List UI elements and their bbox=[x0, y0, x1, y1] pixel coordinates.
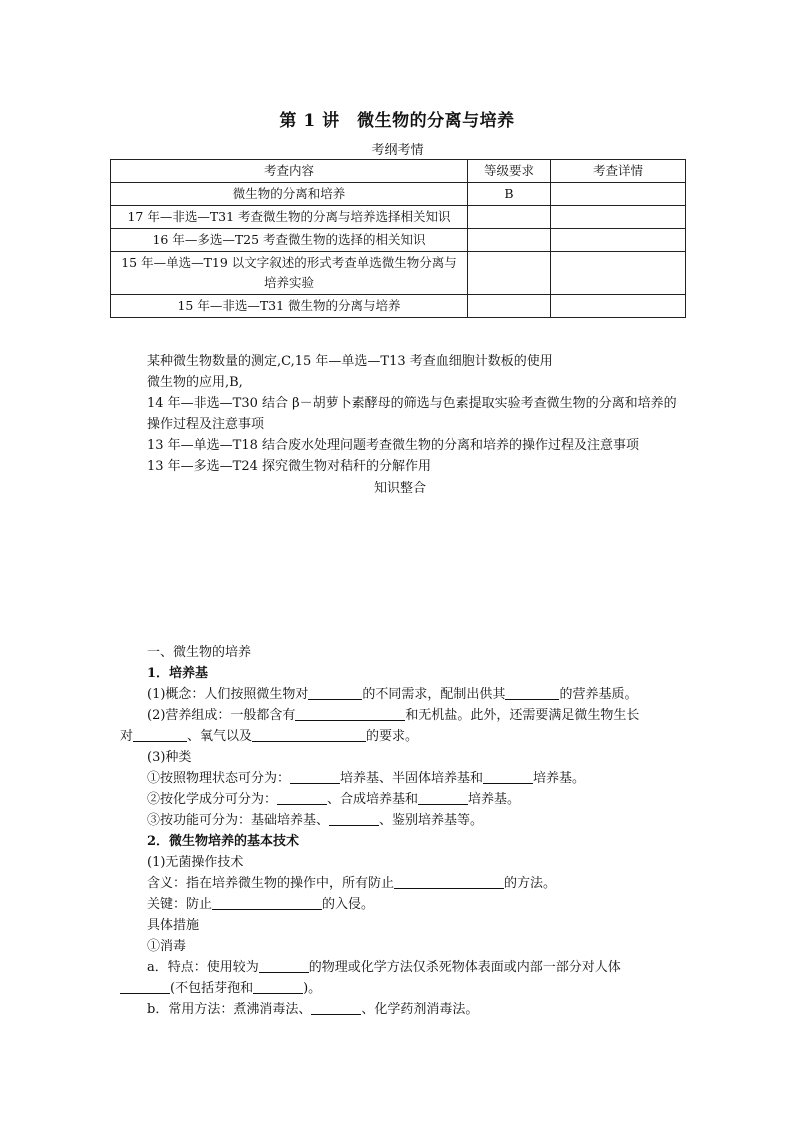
row-content: 15 年—非选—T31 微生物的分离与培养 bbox=[111, 295, 468, 318]
extra-line: 13 年—单选—T18 结合废水处理问题考查微生物的分离和培养的操作过程及注意事项 bbox=[147, 438, 640, 453]
text: 的要求。 bbox=[366, 729, 419, 744]
text: 的不同需求，配制出供其 bbox=[362, 687, 506, 702]
page-title: 第 1 讲 微生物的分离与培养 bbox=[279, 111, 515, 131]
text: 对 bbox=[120, 729, 134, 744]
row-level: B bbox=[468, 183, 551, 206]
section-culture bbox=[120, 642, 680, 1020]
extra-line: 微生物的应用,B, bbox=[147, 375, 243, 390]
row-content: 微生物的分离和培养 bbox=[111, 183, 468, 206]
text: 培养基、半固体培养基和 bbox=[340, 771, 484, 786]
row-level bbox=[468, 295, 551, 318]
text: 培养基。 bbox=[468, 792, 521, 807]
fill-blank[interactable] bbox=[329, 812, 379, 826]
text: 和无机盐。此外，还需要满足微生物生长 bbox=[405, 708, 640, 723]
text: 的入侵。 bbox=[322, 897, 375, 912]
text: 、合成培养基和 bbox=[327, 792, 419, 807]
type-function bbox=[120, 810, 680, 831]
fill-blank[interactable] bbox=[253, 980, 303, 994]
text: (2)营养组成：一般都含有 bbox=[147, 708, 296, 723]
type-physical bbox=[120, 768, 680, 789]
text: 关键：防止 bbox=[147, 897, 213, 912]
outline-caption: 考纲考情 bbox=[371, 143, 424, 158]
table-row bbox=[111, 206, 686, 229]
disinfect-feature-2 bbox=[120, 978, 680, 999]
disinfect-methods bbox=[120, 999, 680, 1020]
type-chemical bbox=[120, 789, 680, 810]
types-heading: (3)种类 bbox=[147, 750, 192, 765]
text: (1)概念：人们按照微生物对 bbox=[147, 687, 309, 702]
row-content: 15 年—单选—T19 以文字叙述的形式考查单选微生物分离与培养实验 bbox=[111, 252, 468, 295]
fill-blank[interactable] bbox=[418, 791, 468, 805]
subsection-techniques: 2．微生物培养的基本技术 bbox=[147, 834, 300, 849]
fill-blank[interactable] bbox=[133, 728, 187, 742]
aseptic-heading: (1)无菌操作技术 bbox=[147, 855, 244, 870]
section-heading: 一、微生物的培养 bbox=[147, 645, 252, 660]
aseptic-key bbox=[120, 894, 680, 915]
text: 、鉴别培养基等。 bbox=[379, 813, 484, 828]
fill-blank[interactable] bbox=[290, 770, 340, 784]
exam-outline-table bbox=[110, 159, 686, 318]
row-detail bbox=[551, 206, 686, 229]
text: ③按功能可分为：基础培养基、 bbox=[147, 813, 330, 828]
text: 含义：指在培养微生物的操作中，所有防止 bbox=[147, 876, 395, 891]
table-row bbox=[111, 295, 686, 318]
composition-line bbox=[120, 705, 680, 726]
text: ①按照物理状态可分为： bbox=[147, 771, 291, 786]
fill-blank[interactable] bbox=[212, 896, 322, 910]
row-detail bbox=[551, 295, 686, 318]
subsection-medium: 1．培养基 bbox=[147, 666, 209, 681]
disinfect-heading: ①消毒 bbox=[147, 939, 187, 954]
fill-blank[interactable] bbox=[311, 1001, 361, 1015]
row-detail bbox=[551, 183, 686, 206]
fill-blank[interactable] bbox=[483, 770, 533, 784]
table-row bbox=[111, 183, 686, 206]
fill-blank[interactable] bbox=[394, 875, 504, 889]
fill-blank[interactable] bbox=[295, 707, 405, 721]
outline-extra bbox=[120, 351, 680, 477]
extra-line: 13 年—多选—T24 探究微生物对秸秆的分解作用 bbox=[147, 459, 432, 474]
header-content: 考查内容 bbox=[111, 160, 468, 183]
aseptic-meaning bbox=[120, 873, 680, 894]
table-header-row bbox=[111, 160, 686, 183]
row-level bbox=[468, 206, 551, 229]
text: a．特点：使用较为 bbox=[147, 960, 259, 975]
text: b．常用方法：煮沸消毒法、 bbox=[147, 1002, 312, 1017]
extra-line: 14 年—非选—T30 结合 β－胡萝卜素酵母的筛选与色素提取实验考查微生物的分离和培养的操作过程及注意事项 bbox=[147, 396, 677, 432]
fill-blank[interactable] bbox=[259, 959, 309, 973]
text: 的物理或化学方法仅杀死物体表面或内部一部分对人体 bbox=[308, 960, 621, 975]
fill-blank[interactable] bbox=[120, 980, 170, 994]
text: )。 bbox=[303, 981, 322, 996]
measures-heading: 具体措施 bbox=[147, 918, 200, 933]
text: 的营养基质。 bbox=[559, 687, 638, 702]
fill-blank[interactable] bbox=[308, 686, 362, 700]
disinfect-feature bbox=[120, 957, 680, 978]
text: 、氧气以及 bbox=[187, 729, 253, 744]
text: (不包括芽孢和 bbox=[170, 981, 254, 996]
row-level bbox=[468, 252, 551, 295]
row-detail bbox=[551, 252, 686, 295]
row-content: 16 年—多选—T25 考查微生物的选择的相关知识 bbox=[111, 229, 468, 252]
row-detail bbox=[551, 229, 686, 252]
fill-blank[interactable] bbox=[505, 686, 559, 700]
row-level bbox=[468, 229, 551, 252]
fill-blank[interactable] bbox=[252, 728, 366, 742]
text: 、化学药剂消毒法。 bbox=[361, 1002, 479, 1017]
composition-line-2 bbox=[120, 726, 680, 747]
table-row bbox=[111, 229, 686, 252]
row-content: 17 年—非选—T31 考查微生物的分离与培养选择相关知识 bbox=[111, 206, 468, 229]
knowledge-heading: 知识整合 bbox=[373, 481, 426, 496]
fill-blank[interactable] bbox=[277, 791, 327, 805]
text: 培养基。 bbox=[533, 771, 586, 786]
concept-line bbox=[120, 684, 680, 705]
extra-line: 某种微生物数量的测定,C,15 年—单选—T13 考查血细胞计数板的使用 bbox=[147, 354, 553, 369]
text: ②按化学成分可分为： bbox=[147, 792, 278, 807]
header-level: 等级要求 bbox=[468, 160, 551, 183]
header-detail: 考查详情 bbox=[551, 160, 686, 183]
text: 的方法。 bbox=[504, 876, 557, 891]
table-row bbox=[111, 252, 686, 295]
